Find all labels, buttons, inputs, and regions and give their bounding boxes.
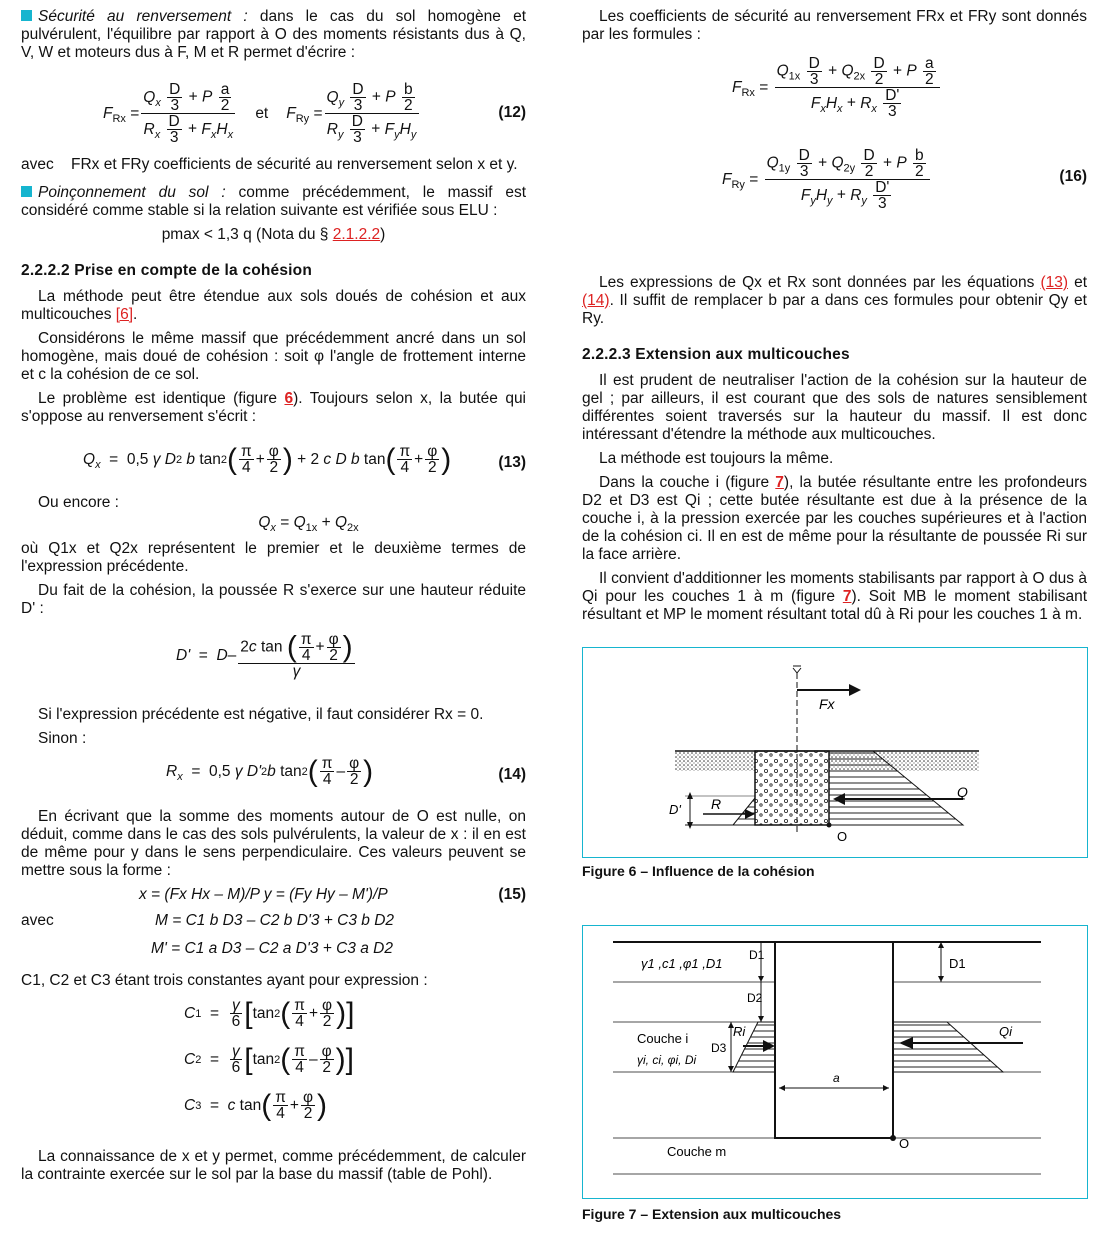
figure-6-diagram xyxy=(583,648,1087,857)
left-column xyxy=(21,8,526,1190)
paragraph: Ou encore : xyxy=(38,494,119,511)
label-fx: Fx xyxy=(819,696,835,712)
figure-6-caption: Figure 6 – Influence de la cohésion xyxy=(582,863,815,879)
equation-number: (13) xyxy=(498,454,526,471)
paragraph: Les coefficients de sécurité au renversement FRx et FRy sont donnés par les formules : xyxy=(582,8,1087,43)
paragraph-text: dans le cas du sol homogène et pulvérulent, l'équilibre par rapport à O des moments résistants dus à Q, V, W et moteurs dus à F, M et R permet d'écrire : xyxy=(21,8,526,61)
paragraph: Sinon : xyxy=(38,730,87,747)
pmax-relation xyxy=(21,226,526,244)
label-dprime: D' xyxy=(669,802,681,817)
paragraph: La méthode est toujours la même. xyxy=(599,450,834,467)
paragraph: Considérons le même massif que précédemment ancré dans un sol homogène, mais doué de cohésion : soit φ l'angle de frottement interne et c la cohésion de ce sol. xyxy=(21,330,526,383)
label-couche-i: Couche i xyxy=(637,1031,689,1046)
section-link[interactable]: 2.1.2.2 xyxy=(332,226,381,243)
label-layer-i: γi, ci, φi, Di xyxy=(637,1053,697,1067)
figure-6 xyxy=(582,647,1088,858)
paragraph: Il est prudent de neutraliser l'action de la cohésion sur la hauteur de gel ; par ailleurs, il est courant que des sols de natures sensiblement différentes soient traversés sur la hauteur du massif. Il est donc intéressant d'étendre la méthode aux multicouches. xyxy=(582,372,1087,443)
figure-link[interactable]: 7 xyxy=(775,474,784,491)
label-ri: Ri xyxy=(733,1024,746,1039)
label-a: a xyxy=(833,1071,840,1085)
label-qi: Qi xyxy=(999,1024,1012,1039)
label-d1-right: D1 xyxy=(949,956,966,971)
equation-m: avec M = C1 b D3 – C2 b D'3 + C3 b D2 xyxy=(21,912,395,929)
label-layer-1: γ1 ,c1 ,φ1 ,D1 xyxy=(641,956,723,971)
figure-link[interactable]: 7 xyxy=(842,588,852,605)
right-column xyxy=(582,8,1087,630)
equation-dprime: D' = D – 2c tan ( $\frac{\pi}{4}$ + $\frac{\varphi}{2}$ ) γ xyxy=(176,630,353,680)
paragraph: Dans la couche i (figure 7), la butée résultante entre les profondeurs D2 et D3 est Qi ; cette butée résultante est due à la présence de la couche i, à la pression exercée par les couches supérieures et à l'action de la cohésion ci. Il en est de même pour la résultante de poussée Ri sur la face arrière. xyxy=(582,474,1088,563)
equation-16: $F_{Rx}$ = $Q_{1x}$ $\frac{D}{3}$ + $Q_{2x}$ $\frac{D}{2}$ + P $\frac{a}{2}$ $F_xH_x + R_x$ $\frac{D'}{3}$ (16) $F_{Ry}$ = $Q_{1y}$ $\frac{D}{3}$ + $Q_{2y}$ $\frac{D}{2}$ + P $\frac{b}{2}$ $F_yH_y + R_y$ $\frac{D'}{3}$ xyxy=(722,55,1087,212)
paragraph-title: Sécurité au renversement : xyxy=(38,8,248,25)
paragraph: C1, C2 et C3 étant trois constantes ayant pour expression : xyxy=(21,972,428,989)
label-r: R xyxy=(711,796,722,812)
equation-mprime: M' = C1 a D3 – C2 a D'3 + C3 a D2 xyxy=(151,940,393,957)
figure-7-caption: Figure 7 – Extension aux multicouches xyxy=(582,1206,842,1222)
label-d2: D2 xyxy=(747,991,763,1005)
figure-7-diagram xyxy=(583,926,1087,1198)
equation-14: $R_x$ = 0,5 γ D' 2 b tan 2 ( $\frac{\pi}{4}$ – $\frac{\varphi}{2}$ ) (14) xyxy=(166,754,526,788)
paragraph-title: Poinçonnement du sol : xyxy=(38,184,226,201)
equations-constants: C 1 = $\frac{\gamma}{6}$ [ tan 2 ( $\frac{\pi}{4}$ + $\frac{\varphi}{2}$ ) ] C 2 = $\frac{\gamma}{6}$ [ tan 2 ( $\frac{\pi}{4}$ – $\frac{\varphi}{2}$ ) ] C 3 = c tan ( $\frac{\pi}{4}$ + $\frac{\varphi}{2}$ ) xyxy=(184,996,355,1122)
equation-and: et xyxy=(255,104,269,122)
equation-number: (12) xyxy=(498,104,526,121)
pmax-text: pmax < 1,3 q (Nota du § xyxy=(161,226,333,243)
avec-label: avec xyxy=(21,156,54,173)
equation-link[interactable]: (13) xyxy=(1040,274,1069,291)
bullet-square-icon xyxy=(21,10,32,21)
equation-13: $Q_x$ = 0,5 γ D 2 b tan 2 ( $\frac{\pi}{4}$ + $\frac{\varphi}{2}$ ) + 2 c D b tan ( $\frac{\pi}{4}$ + $\frac{\varphi}{2}$ ) (13) xyxy=(83,442,526,476)
paragraph: où Q1x et Q2x représentent le premier et le deuxième termes de l'expression précédente. xyxy=(21,540,526,575)
section-heading-2223: 2.2.2.3 Extension aux multicouches xyxy=(582,346,850,363)
paragraph: Il convient d'additionner les moments stabilisants par rapport à O dus à Qi pour les couches 1 à m (figure 7). Soit MB le moment stabilisant résultant et MP le moment résultant total dû à Ri pour les couches 1 à m. xyxy=(582,570,1087,623)
equation-number: (14) xyxy=(498,766,526,783)
figure-7 xyxy=(582,925,1088,1199)
avec-text: FRx et FRy coefficients de sécurité au renversement selon x et y. xyxy=(71,156,518,173)
paragraph: La connaissance de x et y permet, comme précédemment, de calculer la contrainte exercée sur le sol par la base du massif (table de Pohl). xyxy=(21,1148,526,1183)
avec-definition xyxy=(21,156,526,174)
pmax-close: ) xyxy=(380,226,386,243)
paragraph-poinconnement xyxy=(21,184,526,220)
label-couche-m: Couche m xyxy=(667,1144,727,1159)
paragraph: En écrivant que la somme des moments autour de O est nulle, on déduit, comme dans le cas des sols pulvérulents, la valeur de x : il en est de même pour y dans le sens perpendiculaire. Ces valeurs peuvent se mettre sous la forme : xyxy=(21,808,526,879)
equation-link[interactable]: (14) xyxy=(582,292,610,309)
figure-link[interactable]: 6 xyxy=(284,390,294,407)
equation-qx-sum: $Q_x = Q_{1x} + Q_{2x}$ xyxy=(258,514,359,535)
paragraph-securite xyxy=(21,8,526,62)
equation-number: (15) xyxy=(498,886,526,903)
section-heading-2222: 2.2.2.2 Prise en compte de la cohésion xyxy=(21,262,313,279)
label-o: O xyxy=(899,1136,910,1151)
label-d3: D3 xyxy=(711,1041,727,1055)
paragraph: Si l'expression précédente est négative, il faut considérer Rx = 0. xyxy=(38,706,484,723)
paragraph-text: comme précédemment, le massif est considéré comme stable si la relation suivante est vérifiée sous ELU : xyxy=(21,184,527,219)
paragraph: La méthode peut être étendue aux sols doués de cohésion et aux multicouches [6]. xyxy=(21,288,526,323)
label-q: Q xyxy=(957,784,968,800)
paragraph: Le problème est identique (figure 6). Toujours selon x, la butée qui s'oppose au renversement s'écrit : xyxy=(21,390,527,425)
equation-number: (16) xyxy=(1059,168,1087,185)
equation-15: x = (Fx Hx – M)/P y = (Fy Hy – M')/P (15) xyxy=(139,886,526,903)
paragraph: Les expressions de Qx et Rx sont données par les équations (13) et (14). Il suffit de remplacer b par a dans ces formules pour obtenir Qy et Ry. xyxy=(582,274,1087,327)
label-o: O xyxy=(837,829,848,844)
label-d1: D1 xyxy=(749,948,765,962)
reference-link[interactable]: [6] xyxy=(115,306,133,323)
paragraph: Du fait de la cohésion, la poussée R s'exerce sur une hauteur réduite D' : xyxy=(21,582,526,617)
equation-12: $F_{Rx}$ = $Q_x$ $\frac{D}{3}$ + P $\frac{a}{2}$ $R_x$ $\frac{D}{3}$ + $F_xH_x$ et $F_{Ry}$ = $Q_y$ $\frac{D}{3}$ + P $\frac{b}{2}$ $R_y$ $\frac{D}{3}$ + $F_yH_y$ (12) xyxy=(103,81,526,146)
bullet-square-icon xyxy=(21,186,32,197)
